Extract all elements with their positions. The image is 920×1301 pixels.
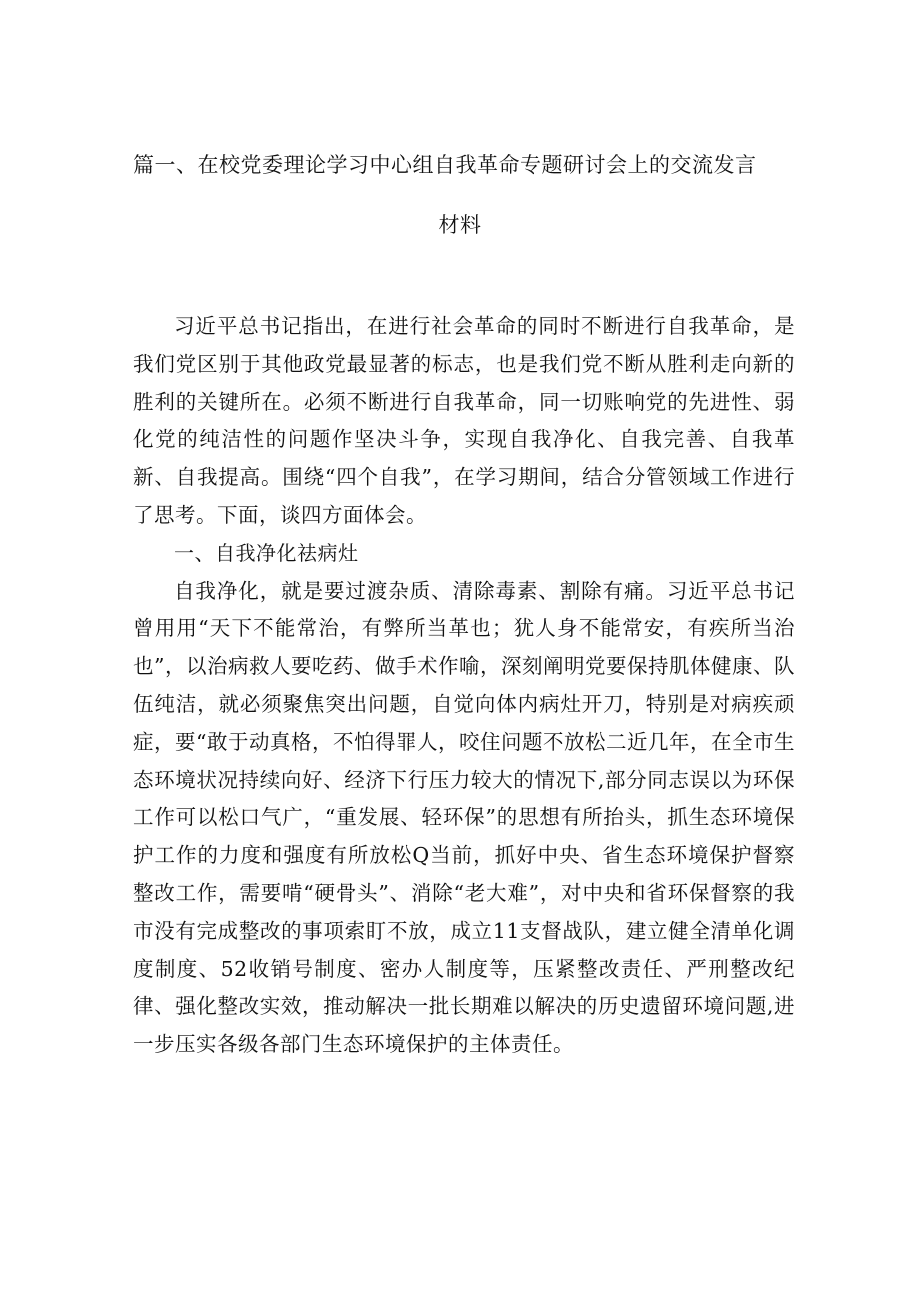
section-heading-1: 一、自我净化祛病灶 [174, 540, 359, 565]
intro-paragraph: 习近平总书记指出，在进行社会革命的同时不断进行自我革命，是我们党区别于其他政党最显著的标志，也是我们党不断从胜利走向新的胜利的关键所在。必须不断进行自我革命，同一切账响党的先进性、弱化党的纯洁性的问题作坚决斗争，实现自我净化、自我完善、自我革新、自我提高。围绕“四个自我”，在学习期间，结合分管领域工作进行了思考。下面，谈四方面体会。 [133, 314, 795, 527]
document-title-line-2: 材料 [438, 213, 482, 237]
section-1-paragraph: 自我净化，就是要过渡杂质、清除毒素、割除有痛。习近平总书记曾用用“天下不能常治，有弊所当革也；犹人身不能常安，有疾所当治也”，以治病救人要吃药、做手术作喻，深刻阐明党要保持肌体健康、队伍纯洁，就必须聚焦突出问题，自觉向体内病灶开刀，特别是对病疾顽症，要“敢于动真格，不怕得罪人，咬住问题不放松二近几年，在全市生态环境状况持续向好、经济下行压力较大的情况下,部分同志误以为环保工作可以松口气广，“重发展、轻环保”的思想有所抬头，抓生态环境保护工作的力度和强度有所放松Q当前，抓好中央、省生态环境保护督察整改工作，需要啃“硬骨头”、消除“老大难”，对中央和省环保督察的我市没有完成整改的事项索盯不放，成立11支督战队，建立健全清单化调度制度、52收销号制度、密办人制度等，压紧整改责任、严刑整改纪律、强化整改实效，推动解决一批长期难以解决的历史遗留环境问题,进一步压实各级各部门生态环境保护的主体责任。 [133, 578, 795, 1057]
document-body [133, 308, 795, 1064]
document-title-line-1: 篇一、在校党委理论学习中心组自我革命专题研讨会上的交流发言 [133, 153, 757, 177]
